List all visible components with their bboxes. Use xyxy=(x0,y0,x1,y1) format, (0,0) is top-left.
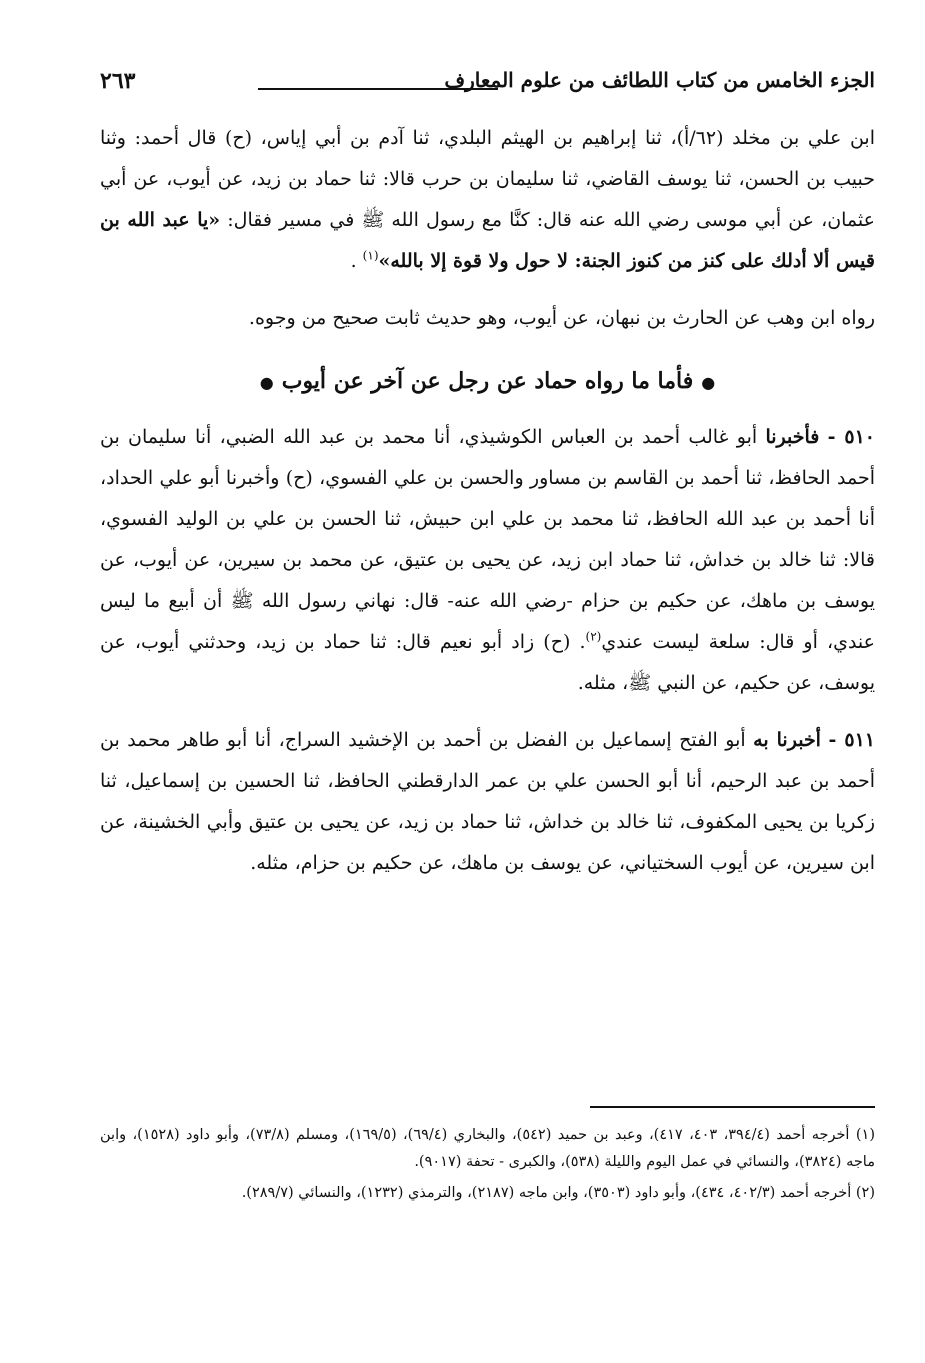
footnote-ref-2: (٢) xyxy=(585,629,602,644)
paragraph-isnad-hawqala xyxy=(100,118,875,282)
hadith-510 xyxy=(100,417,875,704)
heading-bullet-left: ● xyxy=(259,373,274,392)
hadith-text-continued: . (ح) زاد أبو نعيم قال: ثنا حماد بن زيد، وحدثني أيوب، عن يوسف، عن حكيم، عن النبي ﷺ، مثله. xyxy=(100,631,875,694)
footnote-1: (١) أخرجه أحمد (٣٩٤/٤، ٤٠٣، ٤١٧)، وعبد بن حميد (٥٤٢)، والبخاري (٦٩/٤)، (١٦٩/٥)، ومسلم (٧٣/٨)، وأبو داود (١٥٢٨)، وابن ماجه (٣٨٢٤)، والنسائي في عمل اليوم والليلة (٥٣٨)، والكبرى - تحفة (٩٠١٧). xyxy=(100,1127,875,1170)
main-text xyxy=(100,118,875,884)
section-heading xyxy=(100,361,875,403)
paragraph-end: . xyxy=(350,250,357,272)
hadith-text: أبو الفتح إسماعيل بن الفضل بن أحمد بن الإخشيد السراج، أنا أبو طاهر محمد بن أحمد بن عبد الرحيم، أنا أبو الحسن علي بن عمر الدارقطني الحافظ، ثنا الحسين بن إسماعيل، ثنا زكريا بن يحيى المكفوف، ثنا خالد بن خداش، ثنا حماد بن زيد، عن يحيى بن عتيق وأبي الخشينة، عن ابن سيرين، عن أيوب السختياني، عن يوسف بن ماهك، عن حكيم بن حزام، مثله. xyxy=(100,729,875,874)
footnotes xyxy=(100,1122,875,1211)
section-heading-text: فأما ما رواه حماد عن رجل عن آخر عن أيوب xyxy=(281,368,694,394)
running-header xyxy=(100,62,875,102)
hadith-text: أبو غالب أحمد بن العباس الكوشيذي، أنا محمد بن عبد الله الضبي، أنا سليمان بن أحمد الحافظ، ثنا أحمد بن القاسم بن مساور والحسن بن علي الفسوي، (ح) وأخبرنا أبو علي الحداد، أنا أحمد بن عبد الله الحافظ، ثنا محمد بن علي ابن حبيش، ثنا الحسن بن علي بن الوليد الفسوي، قالا: ثنا خالد بن خداش، ثنا حماد ابن زيد، عن يحيى بن عتيق، عن محمد بن سيرين، عن أيوب، عن يوسف بن ماهك، عن حكيم بن حزام -رضي الله عنه- قال: نهاني رسول الله ﷺ أن أبيع ما ليس عندي، أو قال: سلعة ليست عندي xyxy=(100,426,875,653)
header-rule xyxy=(258,88,498,90)
hadith-quote: «يا عبد الله بن قيس ألا أدلك على كنز من كنوز الجنة: لا حول ولا قوة إلا بالله» xyxy=(100,209,875,272)
hadith-number: ٥١٠ - xyxy=(827,426,875,448)
footnote-2: (٢) أخرجه أحمد (٤٠٢/٣، ٤٣٤)، وأبو داود (٣٥٠٣)، وابن ماجه (٢١٨٧)، والترمذي (١٢٣٢)، والنسائي (٢٨٩/٧). xyxy=(241,1185,875,1201)
paragraph-narration-note: رواه ابن وهب عن الحارث بن نبهان، عن أيوب، وهو حديث ثابت صحيح من وجوه. xyxy=(248,307,875,329)
hadith-number: ٥١١ - xyxy=(828,729,875,751)
heading-bullet-right: ● xyxy=(701,373,716,392)
running-header-title: الجزء الخامس من كتاب اللطائف من علوم المعارف xyxy=(444,68,875,92)
paragraph-text: ابن علي بن مخلد (٦٢/أ)، ثنا إبراهيم بن الهيثم البلدي، ثنا آدم بن أبي إياس، (ح) قال أحمد: وثنا حبيب بن الحسن، ثنا يوسف القاضي، ثنا سليمان بن حرب قالا: ثنا حماد بن زيد، عن أيوب، عن أبي عثمان، عن أبي موسى رضي الله عنه قال: كنَّا مع رسول الله ﷺ في مسير فقال: xyxy=(100,127,875,231)
footnote-ref-1: (١) xyxy=(362,248,379,263)
hadith-511 xyxy=(100,720,875,884)
hadith-lead-word: أخبرنا به xyxy=(753,729,821,751)
footnote-separator xyxy=(590,1106,875,1108)
page-number: ٢٦٣ xyxy=(100,68,136,94)
hadith-lead-word: فأخبرنا xyxy=(765,426,820,448)
